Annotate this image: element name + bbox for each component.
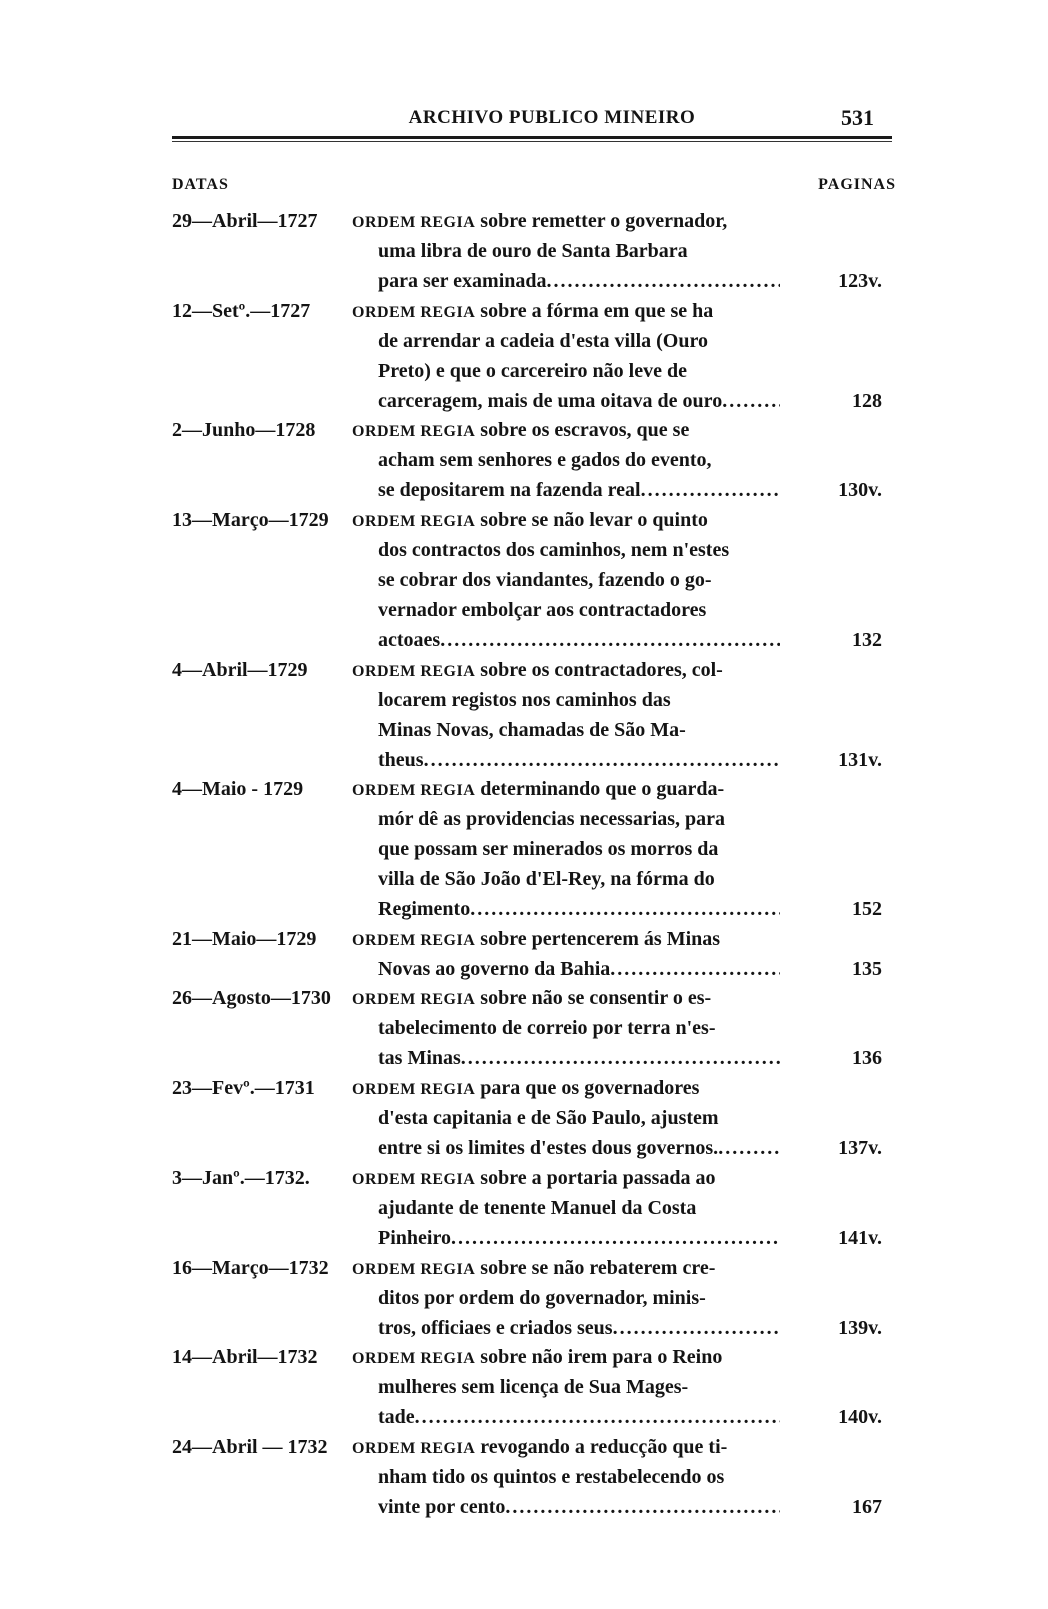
entry-page-ref: 131v. (838, 749, 882, 771)
page-number: 531 (841, 105, 874, 130)
entry-kind: ORDEM REGIA (352, 214, 476, 231)
entry-date: 4—Maio - 1729 (172, 778, 304, 800)
index-entry (172, 655, 892, 775)
entry-line: Preto) e que o carcereiro não leve de (378, 360, 687, 382)
entry-line: ORDEM REGIA sobre os contractadores, col- (352, 659, 723, 681)
entry-line: vinte por cento ..... (352, 1492, 780, 1522)
entry-page-ref: 132 (852, 629, 882, 651)
entry-line: ORDEM REGIA sobre a portaria passada ao (352, 1167, 716, 1189)
leader-dots (613, 1313, 780, 1343)
entry-line: actoaes ..... (352, 625, 780, 655)
entry-line: se depositarem na fazenda real ..... (352, 475, 780, 505)
leader-dots (547, 266, 780, 296)
index-entry (172, 774, 892, 924)
entry-line: ORDEM REGIA sobre se não rebaterem cre- (352, 1257, 716, 1279)
entry-line: ORDEM REGIA para que os governadores (352, 1077, 700, 1099)
entry-line: carceragem, mais de uma oitava de ouro ..... (352, 386, 780, 416)
entry-line: ditos por ordem do governador, minis- (378, 1287, 706, 1309)
entry-description (352, 1342, 780, 1432)
entry-date: 4—Abril—1729 (172, 659, 308, 681)
entry-description (352, 505, 780, 655)
entry-line: ORDEM REGIA determinando que o guarda- (352, 778, 725, 800)
entry-page-ref: 136 (852, 1047, 882, 1069)
entry-date: 2—Junho—1728 (172, 419, 316, 441)
entry-page-ref: 139v. (838, 1317, 882, 1339)
leader-dots (461, 1043, 780, 1073)
entry-kind: ORDEM REGIA (352, 513, 476, 530)
entry-line: villa de São João d'El-Rey, na fórma do (378, 868, 715, 890)
entry-page-ref: 167 (852, 1496, 882, 1518)
entry-line: tade ..... (352, 1402, 780, 1432)
entry-date: 16—Março—1732 (172, 1257, 329, 1279)
index-entry (172, 924, 892, 984)
running-title: ARCHIVO PUBLICO MINEIRO (408, 107, 696, 128)
entry-line: ajudante de tenente Manuel da Costa (378, 1197, 697, 1219)
entry-kind: ORDEM REGIA (352, 991, 476, 1008)
entry-date: 13—Março—1729 (172, 509, 329, 531)
entry-page-ref: 135 (852, 958, 882, 980)
entry-line: ORDEM REGIA sobre se não levar o quinto (352, 509, 708, 531)
entry-date: 23—Fevº.—1731 (172, 1077, 315, 1099)
entry-line: tros, officiaes e criados seus ..... (352, 1313, 780, 1343)
entry-page-ref: 152 (852, 898, 882, 920)
entry-kind: ORDEM REGIA (352, 1350, 476, 1367)
index-entry (172, 1163, 892, 1253)
entry-description (352, 296, 780, 416)
entry-page-ref: 140v. (838, 1406, 882, 1428)
entry-description (352, 774, 780, 924)
entry-line: d'esta capitania e de São Paulo, ajustem (378, 1107, 719, 1129)
entry-kind: ORDEM REGIA (352, 1440, 476, 1457)
entry-line: Regimento ..... (352, 894, 780, 924)
entry-line: ORDEM REGIA sobre a fórma em que se ha (352, 300, 714, 322)
leader-dots (505, 1492, 780, 1522)
entry-description (352, 1163, 780, 1253)
entry-description (352, 924, 780, 984)
entry-kind: ORDEM REGIA (352, 1081, 476, 1098)
entry-line: Minas Novas, chamadas de São Ma- (378, 719, 686, 741)
entry-kind: ORDEM REGIA (352, 782, 476, 799)
column-header-dates: DATAS (172, 176, 229, 193)
entry-date: 12—Setº.—1727 (172, 300, 311, 322)
index-entry (172, 1342, 892, 1432)
entry-line: nham tido os quintos e restabelecendo os (378, 1466, 725, 1488)
entry-date: 26—Agosto—1730 (172, 987, 331, 1009)
leader-dots (415, 1402, 780, 1432)
entry-line: dos contractos dos caminhos, nem n'estes (378, 539, 730, 561)
entry-page-ref: 123v. (838, 270, 882, 292)
entry-date: 14—Abril—1732 (172, 1346, 318, 1368)
entry-line: mulheres sem licença de Sua Mages- (378, 1376, 689, 1398)
index-entry (172, 206, 892, 296)
entry-kind: ORDEM REGIA (352, 1261, 476, 1278)
entry-line: tas Minas ..... (352, 1043, 780, 1073)
entry-kind: ORDEM REGIA (352, 423, 476, 440)
entry-kind: ORDEM REGIA (352, 304, 476, 321)
index-entry (172, 296, 892, 416)
entry-line: ORDEM REGIA sobre pertencerem ás Minas (352, 928, 721, 950)
leader-dots (610, 954, 780, 984)
entry-line: mór dê as providencias necessarias, para (378, 808, 726, 830)
entry-line: ORDEM REGIA revogando a reducção que ti- (352, 1436, 728, 1458)
index-entry (172, 983, 892, 1073)
entry-line: Pinheiro ..... (352, 1223, 780, 1253)
leader-dots (424, 745, 780, 775)
leader-dots (718, 1133, 780, 1163)
entry-line: ORDEM REGIA sobre não irem para o Reino (352, 1346, 723, 1368)
entry-line: ORDEM REGIA sobre os escravos, que se (352, 419, 690, 441)
index-entry (172, 415, 892, 505)
column-header-pages: PAGINAS (818, 176, 896, 193)
entry-date: 3—Janº.—1732. (172, 1167, 310, 1189)
entry-line: entre si os limites d'estes dous governos. ..... (352, 1133, 780, 1163)
entry-date: 21—Maio—1729 (172, 928, 317, 950)
entry-page-ref: 137v. (838, 1137, 882, 1159)
entry-line: tabelecimento de correio por terra n'es- (378, 1017, 716, 1039)
entry-line: para ser examinada ..... (352, 266, 780, 296)
entry-page-ref: 130v. (838, 479, 882, 501)
header-rule (172, 136, 892, 139)
entry-line: de arrendar a cadeia d'esta villa (Ouro (378, 330, 708, 352)
entry-kind: ORDEM REGIA (352, 1171, 476, 1188)
entry-line: uma libra de ouro de Santa Barbara (378, 240, 688, 262)
entry-line: ORDEM REGIA sobre remetter o governador, (352, 210, 728, 232)
entry-description (352, 206, 780, 296)
entry-page-ref: 128 (852, 390, 882, 412)
index-entry (172, 505, 892, 655)
entry-line: theus ..... (352, 745, 780, 775)
leader-dots (722, 386, 780, 416)
entry-description (352, 1432, 780, 1522)
entry-line: Novas ao governo da Bahia ..... (352, 954, 780, 984)
leader-dots (440, 625, 780, 655)
entry-line: se cobrar dos viandantes, fazendo o go- (378, 569, 712, 591)
entry-description (352, 415, 780, 505)
index-entry (172, 1073, 892, 1163)
entry-description (352, 655, 780, 775)
entry-line: ORDEM REGIA sobre não se consentir o es- (352, 987, 712, 1009)
leader-dots (641, 475, 780, 505)
entry-line: que possam ser minerados os morros da (378, 838, 719, 860)
entry-kind: ORDEM REGIA (352, 932, 476, 949)
entry-line: vernador embolçar aos contractadores (378, 599, 707, 621)
entry-line: locarem registos nos caminhos das (378, 689, 671, 711)
entry-description (352, 1073, 780, 1163)
running-head (172, 106, 892, 136)
index-entry (172, 1253, 892, 1343)
entry-date: 29—Abril—1727 (172, 210, 318, 232)
index-entry (172, 1432, 892, 1522)
entry-description (352, 1253, 780, 1343)
entry-description (352, 983, 780, 1073)
entry-line: acham sem senhores e gados do evento, (378, 449, 712, 471)
header-rule-thin (172, 141, 892, 142)
entry-kind: ORDEM REGIA (352, 663, 476, 680)
entry-date: 24—Abril — 1732 (172, 1436, 328, 1458)
entry-page-ref: 141v. (838, 1227, 882, 1249)
leader-dots (470, 894, 780, 924)
leader-dots (451, 1223, 780, 1253)
